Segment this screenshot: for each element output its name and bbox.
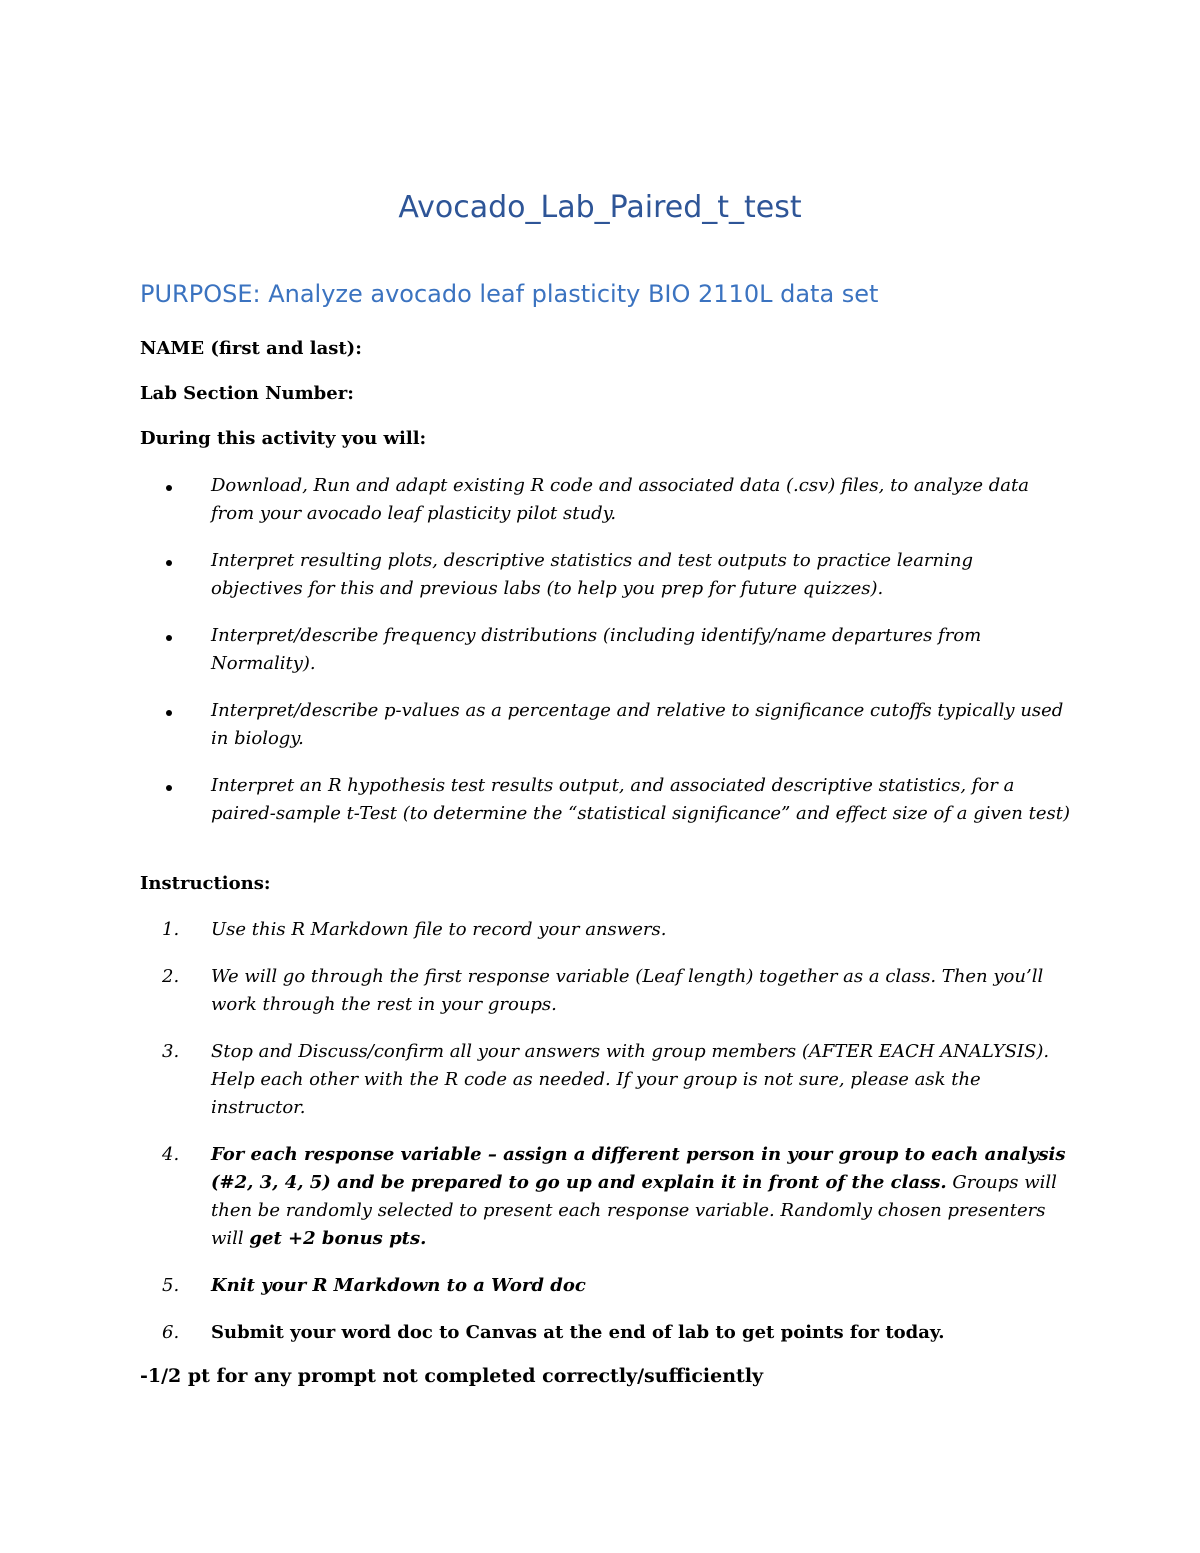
objectives-list (140, 472, 1070, 847)
bonus-text: get +2 bonus pts. (249, 1228, 427, 1249)
list-item (140, 547, 1070, 603)
list-item (140, 772, 1070, 828)
item-number: 4. (162, 1144, 180, 1165)
instructions-list (140, 916, 1070, 1366)
list-item (140, 1272, 1070, 1300)
objective-text: Interpret an R hypothesis test results output, and associated descriptive statistics, for a paired-sample t-Test (to determine the “statistical significance” and effect size of a given test) (211, 775, 1070, 824)
list-item (140, 1038, 1070, 1122)
item-number: 1. (162, 919, 180, 940)
purpose-heading: PURPOSE: Analyze avocado leaf plasticity BIO 2110L data set (140, 280, 879, 308)
during-label: During this activity you will: (140, 428, 427, 449)
list-item (140, 472, 1070, 528)
instructions-label: Instructions: (140, 873, 271, 894)
list-item (140, 916, 1070, 944)
instruction-bold-text: For each response variable – assign a different person in your group to each analysis (#2, 3, 4, 5) and be prepared to go up and explain it in front of the class. (211, 1144, 1066, 1193)
name-label: NAME (first and last): (140, 338, 362, 359)
objective-text: Interpret resulting plots, descriptive statistics and test outputs to practice learning objectives for this and previous labs (to help you prep for future quizzes). (211, 550, 974, 599)
bullet-icon (166, 785, 172, 791)
list-item (140, 1319, 1070, 1347)
bullet-icon (166, 485, 172, 491)
list-item (140, 963, 1070, 1019)
list-item (140, 622, 1070, 678)
bullet-icon (166, 560, 172, 566)
instruction-text: Stop and Discuss/confirm all your answers with group members (AFTER EACH ANALYSIS). Help each other with the R code as needed. If your group is not sure, please ask the instructor. (211, 1041, 1050, 1118)
objective-text: Interpret/describe frequency distributions (including identify/name departures from Normality). (211, 625, 982, 674)
objective-text: Interpret/describe p-values as a percentage and relative to significance cutoffs typically used in biology. (211, 700, 1064, 749)
bullet-icon (166, 710, 172, 716)
item-number: 6. (162, 1322, 180, 1343)
instruction-text: Knit your R Markdown to a Word doc (211, 1275, 586, 1296)
instruction-text: Submit your word doc to Canvas at the end of lab to get points for today. (211, 1322, 945, 1343)
item-number: 5. (162, 1275, 180, 1296)
item-number: 3. (162, 1041, 180, 1062)
bullet-icon (166, 635, 172, 641)
instruction-text: Use this R Markdown file to record your answers. (211, 919, 667, 940)
item-number: 2. (162, 966, 180, 987)
document-title: Avocado_Lab_Paired_t_test (398, 190, 802, 225)
section-label: Lab Section Number: (140, 383, 354, 404)
objective-text: Download, Run and adapt existing R code and associated data (.csv) files, to analyze data from your avocado leaf plasticity pilot study. (211, 475, 1029, 524)
instruction-text: Groups will then be randomly selected to present each response variable. Randomly chosen presenters will (211, 1172, 1057, 1249)
instruction-text: We will go through the first response variable (Leaf length) together as a class. Then you’ll work through the rest in your groups. (211, 966, 1044, 1015)
list-item (140, 697, 1070, 753)
list-item (140, 1141, 1070, 1253)
penalty-note: -1/2 pt for any prompt not completed correctly/sufficiently (140, 1365, 764, 1387)
